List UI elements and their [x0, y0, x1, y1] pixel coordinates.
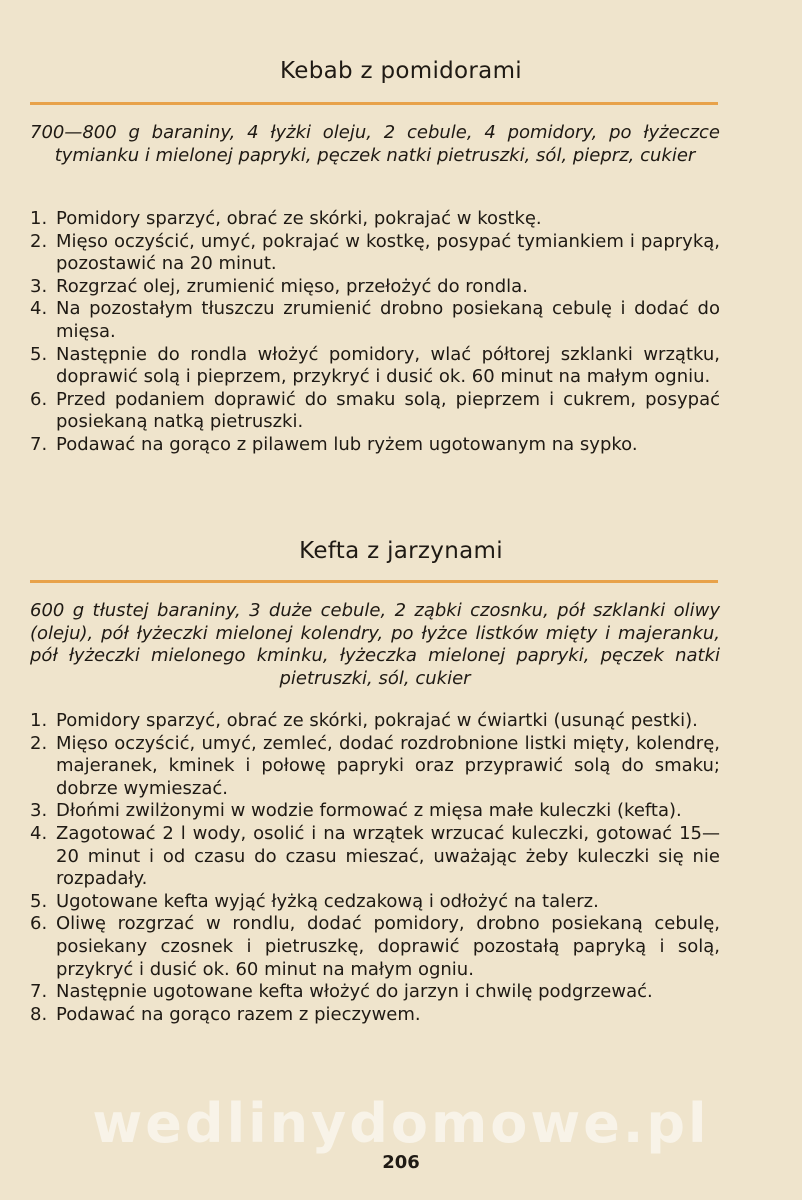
step-text: Mięso oczyścić, umyć, zemleć, dodać rozdrobnione listki mięty, kolendrę, majeranek, kminek i połowę papryki oraz przyprawić solą do smaku; dobrze wymieszać. — [56, 732, 720, 799]
recipe1-step — [30, 344, 720, 389]
recipe2-step — [30, 981, 720, 1004]
recipe2-step — [30, 913, 720, 981]
step-text: Podawać na gorąco z pilawem lub ryżem ugotowanym na sypko. — [56, 433, 638, 455]
step-text: Ugotowane kefta wyjąć łyżką cedzakową i odłożyć na talerz. — [56, 890, 599, 912]
step-number: 6. — [30, 913, 48, 935]
recipe1-step — [30, 276, 720, 299]
recipe2-step — [30, 800, 720, 823]
recipe2-step — [30, 1004, 720, 1027]
recipe2-ingredients: 600 g tłustej baraniny, 3 duże cebule, 2 ząbki czosnku, pół szklanki oliwy (oleju), pół łyżeczki mielonej kolendry, po łyżce listków mięty i majeranku, pół łyżeczki mielonego kminku, łyżeczka mielonej papryki, pęczek natki pietruszki, sól, cukier — [30, 600, 720, 689]
step-text: Dłońmi zwilżonymi w wodzie formować z mięsa małe kuleczki (kefta). — [56, 800, 682, 822]
recipe2-step — [30, 710, 720, 733]
step-text: Następnie do rondla włożyć pomidory, wlać półtorej szklanki wrzątku, doprawić solą i pieprzem, przykryć i dusić ok. 60 minut na małym ogniu. — [56, 343, 720, 388]
step-number: 8. — [30, 1003, 48, 1025]
step-number: 6. — [30, 388, 48, 410]
step-number: 5. — [30, 890, 48, 912]
recipe1-title: Kebab z pomidorami — [280, 58, 522, 84]
step-number: 2. — [30, 732, 48, 754]
recipe1-step — [30, 231, 720, 276]
recipe1-ingredients: 700—800 g baraniny, 4 łyżki oleju, 2 cebule, 4 pomidory, po łyżeczce tymianku i mielonej papryki, pęczek natki pietruszki, sól, pieprz, cukier — [30, 122, 720, 166]
step-text: Pomidory sparzyć, obrać ze skórki, pokrajać w ćwiartki (usunąć pestki). — [56, 710, 698, 731]
step-text: Przed podaniem doprawić do smaku solą, pieprzem i cukrem, posypać posiekaną natką pietruszki. — [56, 388, 720, 433]
step-number: 5. — [30, 343, 48, 365]
recipe2-divider — [30, 580, 718, 583]
recipe2-steps — [30, 710, 720, 1026]
step-text: Mięso oczyścić, umyć, pokrajać w kostkę, posypać tymiankiem i papryką, pozostawić na 20 minut. — [56, 230, 720, 275]
step-number: 4. — [30, 298, 48, 320]
page-number: 206 — [382, 1152, 420, 1173]
step-text: Pomidory sparzyć, obrać ze skórki, pokrajać w kostkę. — [56, 208, 542, 229]
step-number: 3. — [30, 275, 48, 297]
recipe1-divider — [30, 102, 718, 105]
step-text: Rozgrzać olej, zrumienić mięso, przełożyć do rondla. — [56, 275, 528, 297]
step-number: 3. — [30, 800, 48, 822]
step-number: 1. — [30, 710, 48, 731]
recipe2-step — [30, 891, 720, 914]
step-number: 7. — [30, 981, 48, 1003]
step-text: Następnie ugotowane kefta włożyć do jarzyn i chwilę podgrzewać. — [56, 981, 653, 1003]
recipe2-step — [30, 823, 720, 891]
step-text: Oliwę rozgrzać w rondlu, dodać pomidory, drobno posiekaną cebulę, posiekany czosnek i pietruszkę, doprawić pozostałą papryką i solą, przykryć i dusić ok. 60 minut na małym ogniu. — [56, 913, 720, 980]
step-number: 4. — [30, 822, 48, 844]
recipe2-step — [30, 733, 720, 801]
recipe2-title: Kefta z jarzynami — [299, 538, 503, 564]
recipe1-steps — [30, 208, 720, 457]
step-number: 2. — [30, 230, 48, 252]
recipe1-step — [30, 434, 720, 457]
step-number: 7. — [30, 433, 48, 455]
recipe1-step — [30, 208, 720, 231]
step-number: 1. — [30, 208, 48, 229]
recipe1-step — [30, 298, 720, 343]
step-text: Podawać na gorąco razem z pieczywem. — [56, 1003, 421, 1025]
step-text: Na pozostałym tłuszczu zrumienić drobno posiekaną cebulę i dodać do mięsa. — [56, 298, 720, 342]
step-text: Zagotować 2 l wody, osolić i na wrzątek wrzucać kuleczki, gotować 15—20 minut i od czasu do czasu mieszać, uważając żeby kuleczki się nie rozpadały. — [56, 822, 720, 890]
watermark: wedlinydomowe.pl — [92, 1092, 710, 1155]
recipe1-step — [30, 389, 720, 434]
